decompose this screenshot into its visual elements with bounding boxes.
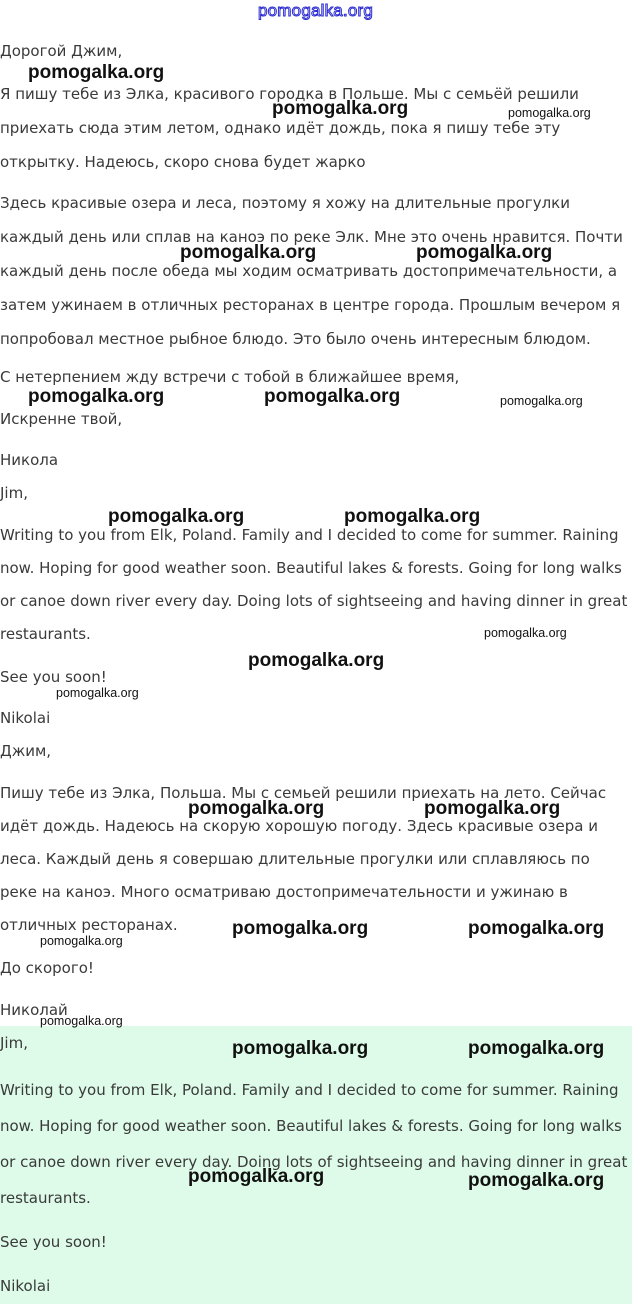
russian-note-body: Пишу тебе из Элка, Польша. Мы с семьей решили приехать на лето. Сейчас идёт дождь. Надеюсь на скорую хорошую погоду. Здесь красивые озера и леса. Каждый день я совершаю длительные прогулки или сплавляюсь по реке на каноэ. Много осматриваю достопримечательности и ужинаю в отличных ресторанах. bbox=[0, 784, 607, 934]
english-note-closing: See you soon! bbox=[0, 668, 107, 686]
answer-box-closing: See you soon! bbox=[0, 1233, 107, 1251]
english-note-signature: Nikolai bbox=[0, 709, 51, 727]
russian-letter-paragraph-1: Я пишу тебе из Элка, красивого городка в Польше. Мы с семьёй решили приехать сюда этим летом, однако идёт дождь, пока я пишу тебе эту открытку. Надеюсь, скоро снова будет жарко bbox=[0, 85, 579, 171]
answer-box-signature: Nikolai bbox=[0, 1277, 51, 1295]
watermark: pomogalka.org bbox=[344, 506, 481, 527]
russian-letter-greeting: Дорогой Джим, bbox=[0, 42, 123, 60]
russian-note-signature: Николай bbox=[0, 1001, 68, 1019]
russian-note-closing: До скорого! bbox=[0, 959, 94, 977]
english-note-greeting: Jim, bbox=[0, 484, 28, 502]
watermark: pomogalka.org bbox=[40, 934, 123, 948]
russian-letter-closing-1: С нетерпением жду встречи с тобой в ближайшее время, bbox=[0, 368, 460, 386]
russian-letter-paragraph-2: Здесь красивые озера и леса, поэтому я хожу на длительные прогулки каждый день или сплав на каноэ по реке Элк. Мне это очень нравится. Почти каждый день после обеда мы ходим осматривать достопримечательности, а затем ужинаем в отличных ресторанах в центре города. Прошлым вечером я попробовал местное рыбное блюдо. Это было очень интересным блюдом. bbox=[0, 194, 623, 348]
watermark: pomogalka.org bbox=[272, 98, 409, 119]
watermark: pomogalka.org bbox=[232, 1038, 369, 1059]
russian-letter-signature: Никола bbox=[0, 451, 59, 469]
watermark: pomogalka.org bbox=[484, 626, 567, 640]
watermark: pomogalka.org bbox=[468, 1170, 605, 1191]
answer-box-body: Writing to you from Elk, Poland. Family and I decided to come for summer. Raining now. Hoping for good weather soon. Beautiful lakes & forests. Going for long walks or canoe down river every day. Doing lots of sightseeing and having dinner in great restaurants. bbox=[0, 1081, 628, 1207]
russian-note-greeting: Джим, bbox=[0, 742, 52, 760]
watermark: pomogalka.org bbox=[468, 1038, 605, 1059]
watermark: pomogalka.org bbox=[56, 686, 139, 700]
watermark: pomogalka.org bbox=[500, 394, 583, 408]
watermark: pomogalka.org bbox=[264, 386, 401, 407]
watermark: pomogalka.org bbox=[468, 918, 605, 939]
watermark: pomogalka.org bbox=[40, 1014, 123, 1028]
watermark: pomogalka.org bbox=[180, 242, 317, 263]
english-note-body: Writing to you from Elk, Poland. Family and I decided to come for summer. Raining now. Hoping for good weather soon. Beautiful lakes & forests. Going for long walks or canoe down river every day. Doing lots of sightseeing and having dinner in great restaurants. bbox=[0, 526, 628, 643]
answer-box-greeting: Jim, bbox=[0, 1034, 28, 1052]
watermark: pomogalka.org bbox=[28, 386, 165, 407]
watermark: pomogalka.org bbox=[188, 1166, 325, 1187]
watermark: pomogalka.org bbox=[416, 242, 553, 263]
russian-letter-closing-2: Искренне твой, bbox=[0, 410, 123, 428]
watermark: pomogalka.org bbox=[424, 798, 561, 819]
watermark: pomogalka.org bbox=[508, 106, 591, 120]
watermark: pomogalka.org bbox=[28, 62, 165, 83]
watermark: pomogalka.org bbox=[232, 918, 369, 939]
header-watermark: pomogalka.org bbox=[258, 1, 374, 20]
watermark: pomogalka.org bbox=[108, 506, 245, 527]
watermark: pomogalka.org bbox=[248, 650, 385, 671]
watermark: pomogalka.org bbox=[188, 798, 325, 819]
